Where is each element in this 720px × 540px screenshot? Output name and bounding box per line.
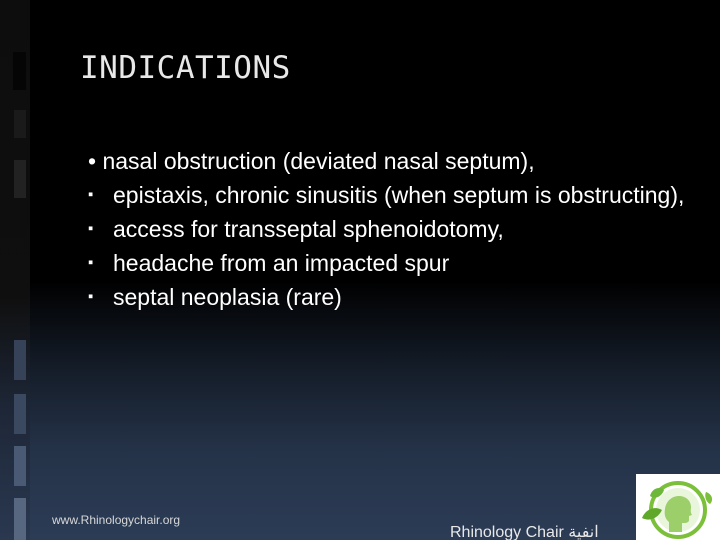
bullet-marker: ▪	[88, 220, 94, 237]
edge-bar	[14, 340, 26, 380]
footer-brand	[450, 522, 599, 540]
edge-bar	[14, 160, 26, 198]
edge-bar	[14, 394, 26, 434]
footer-brand-text: Rhinology Chair	[450, 524, 564, 540]
edge-bar	[14, 446, 26, 486]
bullet-marker: ▪	[88, 288, 94, 305]
bullet-item	[88, 280, 688, 314]
footer-brand-arabic: انفية	[568, 524, 599, 540]
edge-bar	[14, 498, 26, 540]
bullet-item	[88, 246, 688, 280]
bullet-item	[88, 212, 688, 246]
head-profile-leaf-icon	[636, 474, 720, 540]
bullet-text: nasal obstruction (deviated nasal septum),	[102, 148, 535, 174]
bullet-text: septal neoplasia (rare)	[113, 284, 342, 310]
bullet-item	[88, 178, 688, 212]
edge-bar	[13, 52, 26, 90]
bullet-item	[88, 144, 688, 178]
left-edge-strip	[0, 0, 30, 540]
slide-title: INDICATIONS	[80, 50, 291, 86]
bullet-text: headache from an impacted spur	[113, 250, 450, 276]
footer-url: www.Rhinologychair.org	[52, 513, 181, 527]
bullet-marker: ▪	[88, 254, 94, 271]
bullet-marker: ▪	[88, 186, 94, 203]
bullet-text: access for transseptal sphenoidotomy,	[113, 216, 504, 242]
bullet-marker: •	[88, 148, 97, 174]
bullet-text: epistaxis, chronic sinusitis (when septum is obstructing),	[113, 182, 685, 208]
edge-bar	[14, 110, 26, 138]
bullet-list	[88, 144, 688, 314]
